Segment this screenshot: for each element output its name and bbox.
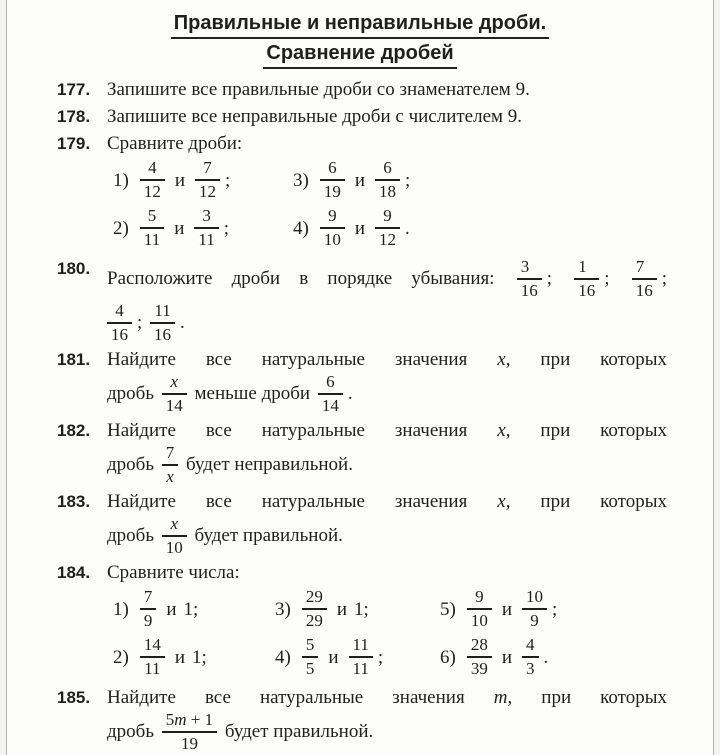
fraction-denominator: 11 [198,230,215,249]
fraction-numerator: 9 [467,588,492,610]
comparison-item [275,637,440,679]
problem-body [107,105,667,129]
problem-text: , при которых [507,687,668,708]
problem-number: 177. [57,80,91,99]
fraction [140,636,165,678]
problem-text: дробь [107,721,154,742]
problem-178 [57,105,667,129]
fraction [318,373,343,415]
item-label: 5) [440,599,456,620]
punctuation: ; [661,268,668,289]
punctuation: ; [225,170,231,191]
problem-header: Сравните числа: [107,562,240,583]
numerator-addend: + 1 [186,709,214,729]
comparison-item [113,160,293,202]
problem-text: , при которых [505,491,668,512]
problem-179 [57,132,667,254]
problem-line-1 [107,686,667,710]
numerator-coefficient: 5 [165,709,175,729]
item-label: 2) [113,218,129,239]
conjunction: и [501,599,512,620]
fraction-numerator: 11 [150,302,175,324]
problem-text: Запишите все неправильные дроби с числителем 9. [107,106,523,127]
punctuation: ; [546,268,553,289]
fraction-numerator: 5 [140,207,164,229]
fraction-denominator: 10 [470,611,488,630]
fraction-denominator: 9 [143,611,153,630]
item-label: 6) [440,647,456,668]
variable: x [497,420,506,441]
item-label: 4) [293,218,309,239]
variable: x [497,491,506,512]
problem-181 [57,348,667,416]
problem-line-1 [107,348,667,372]
fraction-denominator: 19 [180,733,198,753]
problem-text: дробь [107,454,154,475]
fraction-denominator: 16 [578,280,596,300]
problem-185 [57,686,667,754]
problem-line-2 [107,443,667,487]
comparison-item [440,589,667,631]
problem-182 [57,419,667,487]
comparison-item [293,160,667,202]
comparison-value: 1; [192,647,207,668]
punctuation: ; [137,312,143,333]
comparison-grid [113,160,667,250]
problem-line-2 [107,514,667,558]
fraction-denominator: 10 [165,537,183,557]
fraction [140,207,164,249]
fraction [632,258,657,300]
problem-number: 178. [57,107,91,126]
fraction-denominator: 16 [520,280,538,300]
fraction-numerator: 7 [162,444,179,466]
fraction [320,159,345,201]
problem-body [107,257,667,345]
problem-number: 185. [57,688,91,707]
problem-text: Расположите дроби в порядке убывания: [107,268,495,289]
fraction [107,302,132,344]
problem-text: меньше дроби [194,383,311,404]
fraction [320,207,345,249]
fraction-numerator: 6 [320,159,345,181]
comparison-grid [113,589,667,679]
fraction-numerator: 6 [375,159,400,181]
problem-text: будет правильной. [224,721,374,742]
item-label: 1) [113,599,129,620]
fraction-numerator: 4 [140,159,165,181]
problem-text: Найдите все натуральные значения [107,687,465,708]
punctuation: ; [377,647,384,668]
problem-line-1 [107,490,667,514]
problem-body [107,686,667,754]
conjunction: и [174,218,185,239]
fraction-denominator: x [166,466,174,486]
problem-text: Запишите все правильные дроби со знаменателем 9. [107,79,530,100]
fraction-numerator: 28 [467,636,492,658]
problem-body [107,132,667,254]
problem-text: , при которых [505,349,668,370]
fraction-denominator: 12 [143,182,161,201]
fraction-numerator: 10 [522,588,547,610]
conjunction: и [354,218,365,239]
problem-text: дробь [107,525,154,546]
comparison-item [275,589,440,631]
problem-line-2 [107,301,667,345]
fraction [140,159,165,201]
problem-line-2 [107,710,667,754]
punctuation: . [347,383,353,404]
fraction-denominator: 16 [111,324,128,344]
textbook-page [6,0,714,755]
conjunction: и [166,599,177,620]
page-title [7,10,713,70]
problem-text: Найдите все натуральные значения [107,491,468,512]
problem-text: , при которых [505,420,668,441]
fraction-denominator: 16 [154,324,172,344]
conjunction: и [174,170,185,191]
fraction [195,159,220,201]
comparison-value: 1; [183,599,199,620]
fraction-numerator: 5 [302,636,319,658]
problem-180 [57,257,667,345]
fraction [162,444,179,486]
fraction-numerator: 11 [349,636,373,658]
fraction-denominator: 19 [323,182,341,201]
fraction [517,258,542,300]
fraction-denominator: 5 [305,659,315,678]
fraction-numerator: 3 [194,207,218,229]
problem-body [107,78,667,102]
fraction-numerator: 9 [320,207,345,229]
comparison-item [113,208,293,250]
fraction [467,588,492,630]
problem-number: 180. [57,259,91,278]
fraction-numerator: 6 [318,373,343,395]
item-label: 3) [293,170,309,191]
problem-body [107,561,667,683]
problem-body [107,490,667,558]
fraction [162,373,187,415]
punctuation: ; [223,218,230,239]
problem-184 [57,561,667,683]
conjunction: и [328,647,339,668]
problem-text: Найдите все натуральные значения [107,349,468,370]
punctuation: . [405,218,410,239]
fraction-denominator: 11 [143,230,161,249]
fraction-numerator: 3 [517,258,542,280]
fraction [467,636,492,678]
fraction-denominator: 18 [379,182,396,201]
fraction-numerator: 29 [302,588,327,610]
fraction [302,588,327,630]
punctuation: ; [552,599,558,620]
problem-number: 179. [57,134,91,153]
fraction-numerator: 9 [375,207,400,229]
fraction [522,636,539,678]
fraction [150,302,175,344]
fraction [194,207,218,249]
fraction [162,711,217,753]
punctuation: . [543,647,549,668]
problem-text: Найдите все натуральные значения [107,420,468,441]
problem-line-1 [107,257,667,301]
problem-number: 181. [57,350,91,369]
fraction-denominator: 11 [144,659,161,678]
fraction [522,588,547,630]
fraction-denominator: 29 [305,611,323,630]
item-label: 4) [275,647,291,668]
fraction-numerator [162,711,217,733]
item-label: 2) [113,647,129,668]
fraction-numerator: 7 [140,588,157,610]
problem-line-2 [107,372,667,416]
problem-text: дробь [107,383,154,404]
problem-body [107,419,667,487]
conjunction: и [174,647,185,668]
punctuation: ; [405,170,411,191]
item-label: 1) [113,170,129,191]
comparison-value: 1; [354,599,369,620]
comparison-item [440,637,667,679]
problem-number: 184. [57,563,91,582]
problem-number: 182. [57,421,91,440]
fraction-numerator: x [162,515,187,537]
punctuation: . [180,312,185,333]
fraction-numerator: x [162,373,187,395]
fraction-numerator: 7 [195,159,220,181]
problem-183 [57,490,667,558]
punctuation: ; [604,268,610,289]
fraction-denominator: 14 [321,395,339,415]
problem-number: 183. [57,492,91,511]
fraction-numerator: 7 [632,258,657,280]
fraction-denominator: 12 [379,230,396,249]
conjunction: и [354,170,365,191]
conjunction: и [501,647,512,668]
fraction-denominator: 12 [199,182,216,201]
fraction-denominator: 9 [530,611,539,630]
item-label: 3) [275,599,291,620]
fraction-denominator: 14 [165,395,183,415]
variable: m [493,687,508,708]
title-line-2: Сравнение дробей [263,41,456,69]
fraction-numerator: 1 [574,258,599,280]
comparison-item [113,637,275,679]
problem-177 [57,78,667,102]
variable: m [174,709,187,729]
conjunction: и [336,599,347,620]
problem-header: Сравните дроби: [107,133,243,154]
problem-text: будет неправильной. [186,454,353,475]
fraction-numerator: 4 [522,636,539,658]
variable: x [497,349,506,370]
problem-text: будет правильной. [194,525,343,546]
problem-body [107,348,667,416]
fraction [349,636,373,678]
fraction-denominator: 16 [635,280,653,300]
fraction [574,258,599,300]
fraction [302,636,319,678]
fraction [375,159,400,201]
comparison-item [113,589,275,631]
title-line-1: Правильные и неправильные дроби. [171,11,549,39]
problem-line-1 [107,419,667,443]
fraction [162,515,187,557]
fraction-numerator: 14 [140,636,165,658]
fraction-denominator: 39 [470,659,488,678]
fraction-denominator: 10 [323,230,341,249]
fraction-numerator: 4 [107,302,132,324]
fraction-denominator: 11 [352,659,369,678]
comparison-item [293,208,667,250]
fraction-denominator: 3 [526,659,535,678]
fraction [375,207,400,249]
fraction [140,588,157,630]
